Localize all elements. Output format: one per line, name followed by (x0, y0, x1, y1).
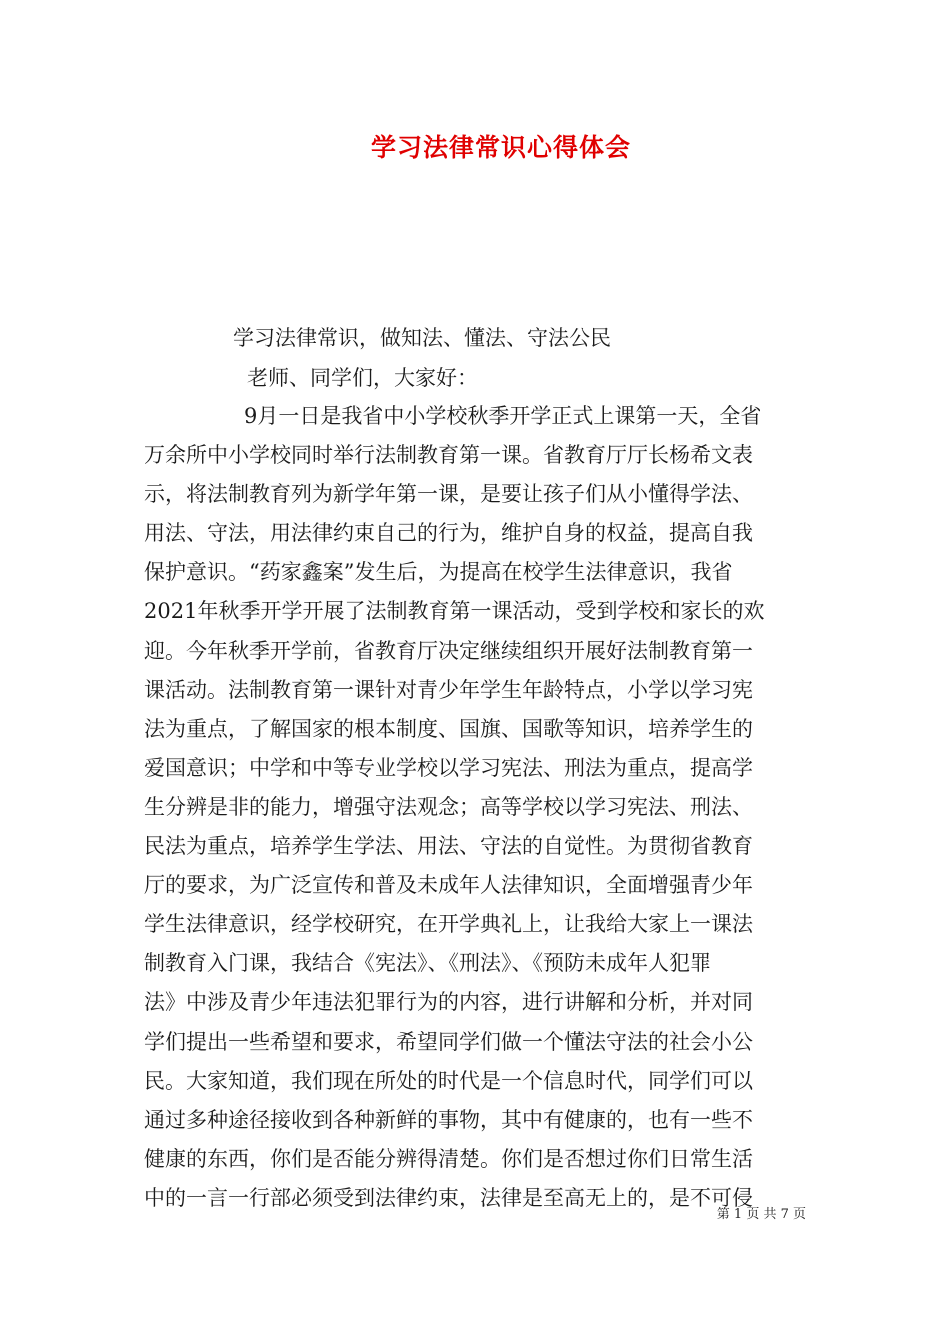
body-line: 2021年秋季开学开展了法制教育第一课活动，受到学校和家长的欢 (144, 599, 765, 624)
greeting-line: 老师、同学们，大家好： (247, 366, 478, 390)
body-line: 厅的要求，为广泛宣传和普及未成年人法律知识，全面增强青少年 (144, 873, 753, 898)
body-line: 学们提出一些希望和要求，希望同学们做一个懂法守法的社会小公 (144, 1029, 753, 1054)
body-line: 示，将法制教育列为新学年第一课，是要让孩子们从小懂得学法、 (144, 482, 753, 507)
body-line: 万余所中小学校同时举行法制教育第一课。省教育厅厅长杨希文表 (144, 443, 753, 468)
body-line: 学生法律意识，经学校研究，在开学典礼上，让我给大家上一课法 (144, 912, 753, 937)
body-line: 中的一言一行部必须受到法律约束，法律是至高无上的，是不可侵 (144, 1185, 753, 1210)
body-line: 法为重点，了解国家的根本制度、国旗、国歌等知识，培养学生的 (144, 716, 753, 741)
body-line: 爱国意识；中学和中等专业学校以学习宪法、刑法为重点，提高学 (144, 755, 753, 780)
body-line: 9月一日是我省中小学校秋季开学正式上课第一天，全省 (244, 404, 762, 428)
body-line: 制教育入门课，我结合《宪法》、《刑法》、《预防未成年人犯罪 (144, 951, 711, 976)
body-line: 生分辨是非的能力，增强守法观念；高等学校以学习宪法、刑法、 (144, 794, 753, 819)
body-line: 法》中涉及青少年违法犯罪行为的内容，进行讲解和分析，并对同 (144, 990, 753, 1015)
body-line: 用法、守法，用法律约束自己的行为，维护自身的权益，提高自我 (144, 521, 753, 546)
document-title: 学习法律常识心得体会 (370, 133, 631, 162)
body-line: 通过多种途径接收到各种新鲜的事物，其中有健康的，也有一些不 (144, 1107, 753, 1132)
body-line: 迎。今年秋季开学前，省教育厅决定继续组织开展好法制教育第一 (144, 638, 753, 663)
body-line: 民法为重点，培养学生学法、用法、守法的自觉性。为贯彻省教育 (144, 834, 753, 859)
body-paragraph (144, 397, 812, 1218)
body-line: 民。大家知道，我们现在所处的时代是一个信息时代，同学们可以 (144, 1068, 753, 1093)
body-line: 课活动。法制教育第一课针对青少年学生年龄特点，小学以学习宪 (144, 677, 753, 702)
body-line: 保护意识。“药家鑫案”发生后，为提高在校学生法律意识，我省 (144, 560, 733, 585)
document-subtitle: 学习法律常识，做知法、懂法、守法公民 (233, 326, 611, 350)
page-footer: 第 1 页 共 7 页 (716, 1207, 806, 1222)
body-line: 健康的东西，你们是否能分辨得清楚。你们是否想过你们日常生活 (144, 1146, 753, 1171)
